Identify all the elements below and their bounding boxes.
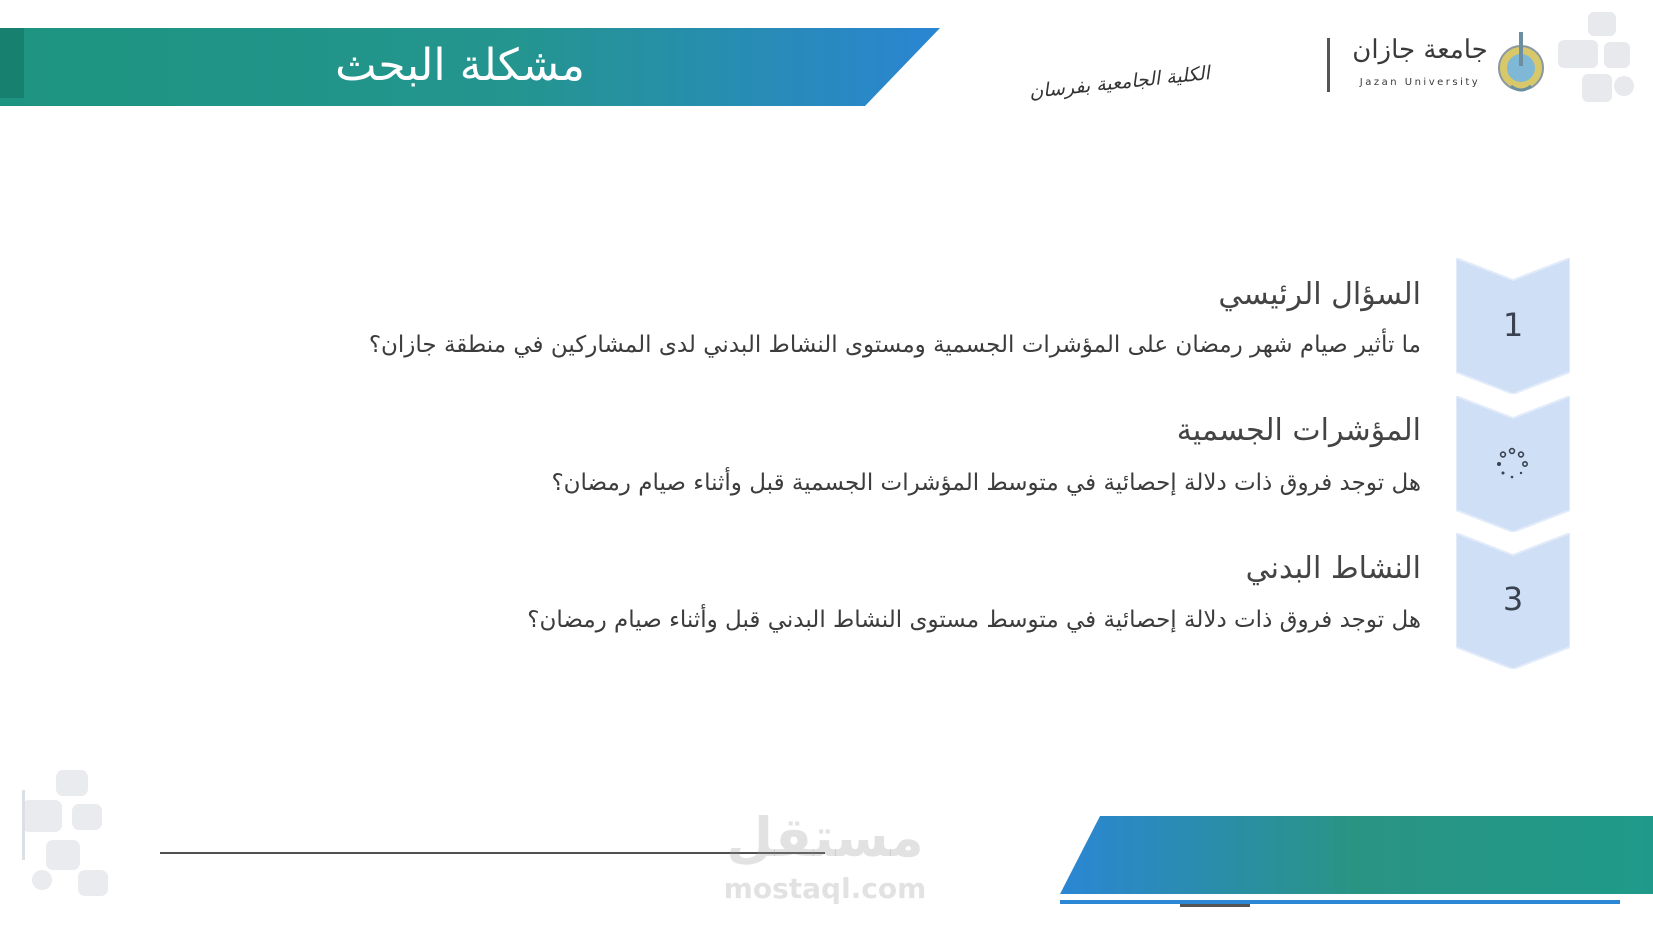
watermark-logo: مستقل <box>726 806 924 869</box>
row-description: هل توجد فروق ذات دلالة إحصائية في متوسط مستوى النشاط البدني قبل وأثناء صيام رمضان؟ <box>527 607 1421 633</box>
row-description: ما تأثير صيام شهر رمضان على المؤشرات الجسمية ومستوى النشاط البدني لدى المشاركين في منطقة جازان؟ <box>368 332 1421 358</box>
decorative-puzzle-icon <box>1558 12 1648 112</box>
row-heading: النشاط البدني <box>1245 551 1421 586</box>
row-heading: السؤال الرئيسي <box>1218 277 1421 312</box>
decorative-puzzle-icon <box>22 770 122 900</box>
step-number: 3 <box>1502 580 1524 618</box>
college-name: الكلية الجامعية بفرسان <box>1028 62 1211 104</box>
row-heading: المؤشرات الجسمية <box>1176 413 1421 448</box>
university-name-english: Jazan University <box>1359 77 1481 88</box>
row-description: هل توجد فروق ذات دلالة إحصائية في متوسط المؤشرات الجسمية قبل وأثناء صيام رمضان؟ <box>551 470 1421 496</box>
loading-dots-icon <box>1494 446 1530 482</box>
step-number: 1 <box>1502 306 1524 344</box>
jazan-university-emblem-icon <box>1493 28 1549 96</box>
page-title: مشكلة البحث <box>335 40 585 91</box>
logo-divider <box>1327 38 1330 92</box>
watermark-url: mostaql.com <box>723 872 927 905</box>
bottom-banner <box>1060 816 1653 912</box>
university-name-arabic: جامعة جازان <box>1352 35 1488 65</box>
